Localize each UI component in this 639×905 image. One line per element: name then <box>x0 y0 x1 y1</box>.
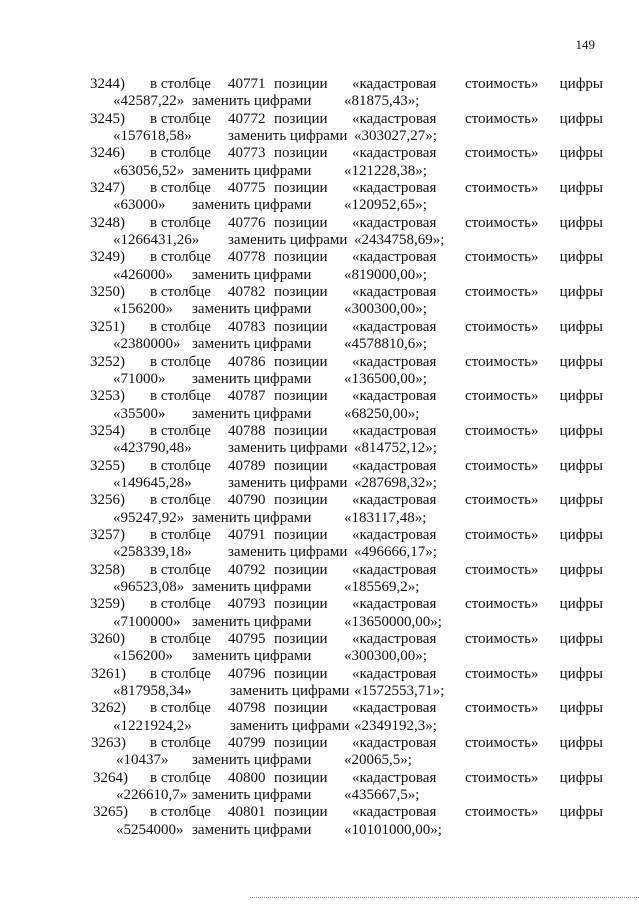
value-text: стоимость» <box>465 145 539 162</box>
cadastral-text: «кадастровая <box>352 631 437 647</box>
new-value: «120952,65»; <box>344 197 427 214</box>
position-text: позиции <box>274 526 328 543</box>
replace-text: заменить цифрами <box>230 683 350 700</box>
column-code: 40792 <box>228 561 266 578</box>
value-text: стоимость» <box>465 457 539 474</box>
replace-text: заменить цифрами <box>228 544 348 561</box>
replace-text: заменить цифрами <box>192 752 312 769</box>
in-column-text: в столбце <box>150 596 211 613</box>
old-value: «63000» <box>113 197 166 214</box>
cadastral-text: «кадастровая <box>352 422 437 439</box>
old-value: «35500» <box>113 405 166 422</box>
cadastral-text: «кадастровая <box>352 110 437 127</box>
digits-text: цифры <box>559 561 603 578</box>
value-text: стоимость» <box>465 665 539 682</box>
old-value: «10437» <box>116 752 169 769</box>
value-text: стоимость» <box>465 353 539 370</box>
cadastral-text: «кадастровая <box>352 214 437 231</box>
old-value: «157618,58» <box>113 128 192 145</box>
entry-number: 3264) <box>93 769 128 786</box>
position-text: позиции <box>274 596 328 613</box>
old-value: «226610,7» <box>116 787 188 804</box>
new-value: «814752,12»; <box>354 440 437 457</box>
replace-text: заменить цифрами <box>192 787 312 804</box>
column-code: 40798 <box>228 700 266 717</box>
digits-text: цифры <box>559 735 603 752</box>
cadastral-text: «кадастровая <box>352 492 437 509</box>
new-value: «4578810,6»; <box>344 336 427 353</box>
column-code: 40776 <box>228 214 266 231</box>
replace-text: заменить цифрами <box>192 648 312 665</box>
in-column-text: в столбце <box>150 110 211 127</box>
page-number: 149 <box>575 37 595 52</box>
in-column-text: в столбце <box>150 76 211 92</box>
old-value: «426000» <box>113 266 173 283</box>
digits-text: цифры <box>559 665 603 682</box>
amendment-entry <box>0 596 639 631</box>
digits-text: цифры <box>559 284 603 301</box>
entry-number: 3255) <box>90 457 125 474</box>
amendment-entry <box>0 319 639 354</box>
position-text: позиции <box>274 388 328 405</box>
column-code: 40791 <box>228 526 266 543</box>
new-value: «819000,00»; <box>344 266 427 283</box>
amendment-entry <box>0 735 639 770</box>
value-text: стоимость» <box>465 388 539 405</box>
replace-text: заменить цифрами <box>228 440 348 457</box>
new-value: «1572553,71»; <box>354 683 445 700</box>
amendment-entry <box>0 249 639 284</box>
position-text: позиции <box>274 249 328 266</box>
digits-text: цифры <box>559 769 603 786</box>
amendment-entry <box>0 423 639 458</box>
entry-number: 3260) <box>90 631 125 647</box>
new-value: «496666,17»; <box>354 544 437 561</box>
entry-number: 3261) <box>91 665 126 682</box>
cadastral-text: «кадастровая <box>352 353 437 370</box>
old-value: «1266431,26» <box>113 232 200 249</box>
value-text: стоимость» <box>465 596 539 613</box>
digits-text: цифры <box>559 804 603 821</box>
cadastral-text: «кадастровая <box>352 769 437 786</box>
digits-text: цифры <box>559 353 603 370</box>
new-value: «183117,48»; <box>344 509 427 526</box>
replace-text: заменить цифрами <box>192 301 312 318</box>
replace-text: заменить цифрами <box>192 509 312 526</box>
old-value: «96523,08» <box>113 578 185 595</box>
replace-text: заменить цифрами <box>192 821 312 838</box>
new-value: «300300,00»; <box>344 648 427 665</box>
entry-number: 3245) <box>90 110 125 127</box>
position-text: позиции <box>274 700 328 717</box>
entry-number: 3252) <box>90 353 125 370</box>
value-text: стоимость» <box>465 180 539 197</box>
amendment-entry <box>0 180 639 215</box>
value-text: стоимость» <box>465 769 539 786</box>
entry-number: 3257) <box>90 526 125 543</box>
amendment-entry <box>0 388 639 423</box>
position-text: позиции <box>274 76 328 92</box>
old-value: «156200» <box>113 648 173 665</box>
position-text: позиции <box>274 145 328 162</box>
value-text: стоимость» <box>465 492 539 509</box>
column-code: 40782 <box>228 284 266 301</box>
new-value: «435667,5»; <box>344 787 420 804</box>
column-code: 40790 <box>228 492 266 509</box>
replace-text: заменить цифрами <box>228 232 348 249</box>
new-value: «121228,38»; <box>344 162 427 179</box>
column-code: 40773 <box>228 145 266 162</box>
in-column-text: в столбце <box>150 318 211 335</box>
old-value: «95247,92» <box>113 509 185 526</box>
cadastral-text: «кадастровая <box>352 526 437 543</box>
old-value: «149645,28» <box>113 474 192 491</box>
cadastral-text: «кадастровая <box>352 804 437 821</box>
position-text: позиции <box>274 422 328 439</box>
column-code: 40796 <box>228 665 266 682</box>
position-text: позиции <box>274 561 328 578</box>
old-value: «63056,52» <box>113 162 185 179</box>
digits-text: цифры <box>559 596 603 613</box>
value-text: стоимость» <box>465 110 539 127</box>
cadastral-text: «кадастровая <box>352 561 437 578</box>
value-text: стоимость» <box>465 76 539 92</box>
amendment-entry <box>0 804 639 839</box>
amendment-entry <box>0 700 639 735</box>
digits-text: цифры <box>559 145 603 162</box>
old-value: «156200» <box>113 301 173 318</box>
in-column-text: в столбце <box>150 284 211 301</box>
position-text: позиции <box>274 214 328 231</box>
amendment-entry <box>0 215 639 250</box>
entry-number: 3246) <box>90 145 125 162</box>
amendments-list <box>0 76 639 839</box>
position-text: позиции <box>274 631 328 647</box>
digits-text: цифры <box>559 76 603 92</box>
cadastral-text: «кадастровая <box>352 388 437 405</box>
cadastral-text: «кадастровая <box>352 180 437 197</box>
new-value: «136500,00»; <box>344 370 427 387</box>
new-value: «81875,43»; <box>344 93 420 110</box>
value-text: стоимость» <box>465 561 539 578</box>
column-code: 40789 <box>228 457 266 474</box>
new-value: «13650000,00»; <box>344 613 442 630</box>
new-value: «10101000,00»; <box>344 821 442 838</box>
position-text: позиции <box>274 353 328 370</box>
position-text: позиции <box>274 665 328 682</box>
in-column-text: в столбце <box>150 631 211 647</box>
cadastral-text: «кадастровая <box>352 457 437 474</box>
in-column-text: в столбце <box>150 492 211 509</box>
position-text: позиции <box>274 769 328 786</box>
replace-text: заменить цифрами <box>192 578 312 595</box>
amendment-entry <box>0 562 639 597</box>
new-value: «2434758,69»; <box>354 232 445 249</box>
entry-number: 3250) <box>90 284 125 301</box>
replace-text: заменить цифрами <box>192 93 312 110</box>
entry-number: 3263) <box>91 735 126 752</box>
column-code: 40775 <box>228 180 266 197</box>
replace-text: заменить цифрами <box>192 336 312 353</box>
column-code: 40801 <box>228 804 266 821</box>
value-text: стоимость» <box>465 249 539 266</box>
replace-text: заменить цифрами <box>192 197 312 214</box>
replace-text: заменить цифрами <box>192 613 312 630</box>
digits-text: цифры <box>559 214 603 231</box>
entry-number: 3259) <box>90 596 125 613</box>
old-value: «71000» <box>113 370 166 387</box>
digits-text: цифры <box>559 700 603 717</box>
position-text: позиции <box>274 180 328 197</box>
cadastral-text: «кадастровая <box>352 596 437 613</box>
amendment-entry <box>0 145 639 180</box>
old-value: «42587,22» <box>113 93 185 110</box>
amendment-entry <box>0 527 639 562</box>
position-text: позиции <box>274 110 328 127</box>
digits-text: цифры <box>559 631 603 647</box>
entry-number: 3251) <box>90 318 125 335</box>
column-code: 40772 <box>228 110 266 127</box>
old-value: «1221924,2» <box>113 717 192 734</box>
cadastral-text: «кадастровая <box>352 735 437 752</box>
in-column-text: в столбце <box>150 526 211 543</box>
cadastral-text: «кадастровая <box>352 700 437 717</box>
in-column-text: в столбце <box>150 457 211 474</box>
in-column-text: в столбце <box>150 665 211 682</box>
entry-number: 3265) <box>93 804 128 821</box>
entry-number: 3256) <box>90 492 125 509</box>
entry-number: 3253) <box>90 388 125 405</box>
new-value: «2349192,3»; <box>354 717 437 734</box>
cadastral-text: «кадастровая <box>352 284 437 301</box>
new-value: «20065,5»; <box>344 752 412 769</box>
entry-number: 3254) <box>90 422 125 439</box>
old-value: «7100000» <box>113 613 181 630</box>
old-value: «5254000» <box>116 821 184 838</box>
column-code: 40799 <box>228 735 266 752</box>
value-text: стоимость» <box>465 735 539 752</box>
column-code: 40778 <box>228 249 266 266</box>
position-text: позиции <box>274 457 328 474</box>
cadastral-text: «кадастровая <box>352 665 437 682</box>
amendment-entry <box>0 631 639 666</box>
amendment-entry <box>0 111 639 146</box>
amendment-entry <box>0 76 639 111</box>
column-code: 40788 <box>228 422 266 439</box>
new-value: «287698,32»; <box>354 474 437 491</box>
value-text: стоимость» <box>465 214 539 231</box>
in-column-text: в столбце <box>150 180 211 197</box>
old-value: «2380000» <box>113 336 181 353</box>
digits-text: цифры <box>559 110 603 127</box>
digits-text: цифры <box>559 492 603 509</box>
cadastral-text: «кадастровая <box>352 249 437 266</box>
old-value: «423790,48» <box>113 440 192 457</box>
replace-text: заменить цифрами <box>228 474 348 491</box>
column-code: 40786 <box>228 353 266 370</box>
amendment-entry <box>0 770 639 805</box>
amendment-entry <box>0 666 639 701</box>
cadastral-text: «кадастровая <box>352 318 437 335</box>
entry-number: 3262) <box>91 700 126 717</box>
replace-text: заменить цифрами <box>230 717 350 734</box>
old-value: «817958,34» <box>113 683 192 700</box>
new-value: «303027,27»; <box>354 128 437 145</box>
entry-number: 3247) <box>90 180 125 197</box>
in-column-text: в столбце <box>150 769 211 786</box>
column-code: 40800 <box>228 769 266 786</box>
new-value: «300300,00»; <box>344 301 427 318</box>
digits-text: цифры <box>559 422 603 439</box>
in-column-text: в столбце <box>150 804 211 821</box>
in-column-text: в столбце <box>150 145 211 162</box>
position-text: позиции <box>274 492 328 509</box>
replace-text: заменить цифрами <box>192 266 312 283</box>
bottom-rule <box>250 897 639 898</box>
amendment-entry <box>0 458 639 493</box>
value-text: стоимость» <box>465 422 539 439</box>
position-text: позиции <box>274 804 328 821</box>
in-column-text: в столбце <box>150 422 211 439</box>
value-text: стоимость» <box>465 631 539 647</box>
replace-text: заменить цифрами <box>192 405 312 422</box>
value-text: стоимость» <box>465 526 539 543</box>
in-column-text: в столбце <box>150 249 211 266</box>
entry-number: 3244) <box>90 76 125 92</box>
cadastral-text: «кадастровая <box>352 145 437 162</box>
in-column-text: в столбце <box>150 388 211 405</box>
value-text: стоимость» <box>465 700 539 717</box>
digits-text: цифры <box>559 180 603 197</box>
column-code: 40793 <box>228 596 266 613</box>
column-code: 40771 <box>228 76 266 92</box>
value-text: стоимость» <box>465 804 539 821</box>
position-text: позиции <box>274 318 328 335</box>
in-column-text: в столбце <box>150 700 211 717</box>
amendment-entry <box>0 492 639 527</box>
replace-text: заменить цифрами <box>192 162 312 179</box>
amendment-entry <box>0 354 639 389</box>
in-column-text: в столбце <box>150 735 211 752</box>
entry-number: 3248) <box>90 214 125 231</box>
column-code: 40783 <box>228 318 266 335</box>
position-text: позиции <box>274 735 328 752</box>
cadastral-text: «кадастровая <box>352 76 437 92</box>
replace-text: заменить цифрами <box>228 128 348 145</box>
column-code: 40795 <box>228 631 266 647</box>
new-value: «68250,00»; <box>344 405 420 422</box>
in-column-text: в столбце <box>150 353 211 370</box>
entry-number: 3258) <box>90 561 125 578</box>
in-column-text: в столбце <box>150 214 211 231</box>
new-value: «185569,2»; <box>344 578 420 595</box>
column-code: 40787 <box>228 388 266 405</box>
amendment-entry <box>0 284 639 319</box>
digits-text: цифры <box>559 249 603 266</box>
position-text: позиции <box>274 284 328 301</box>
old-value: «258339,18» <box>113 544 192 561</box>
digits-text: цифры <box>559 318 603 335</box>
in-column-text: в столбце <box>150 561 211 578</box>
entry-number: 3249) <box>90 249 125 266</box>
digits-text: цифры <box>559 388 603 405</box>
value-text: стоимость» <box>465 318 539 335</box>
digits-text: цифры <box>559 457 603 474</box>
value-text: стоимость» <box>465 284 539 301</box>
replace-text: заменить цифрами <box>192 370 312 387</box>
digits-text: цифры <box>559 526 603 543</box>
